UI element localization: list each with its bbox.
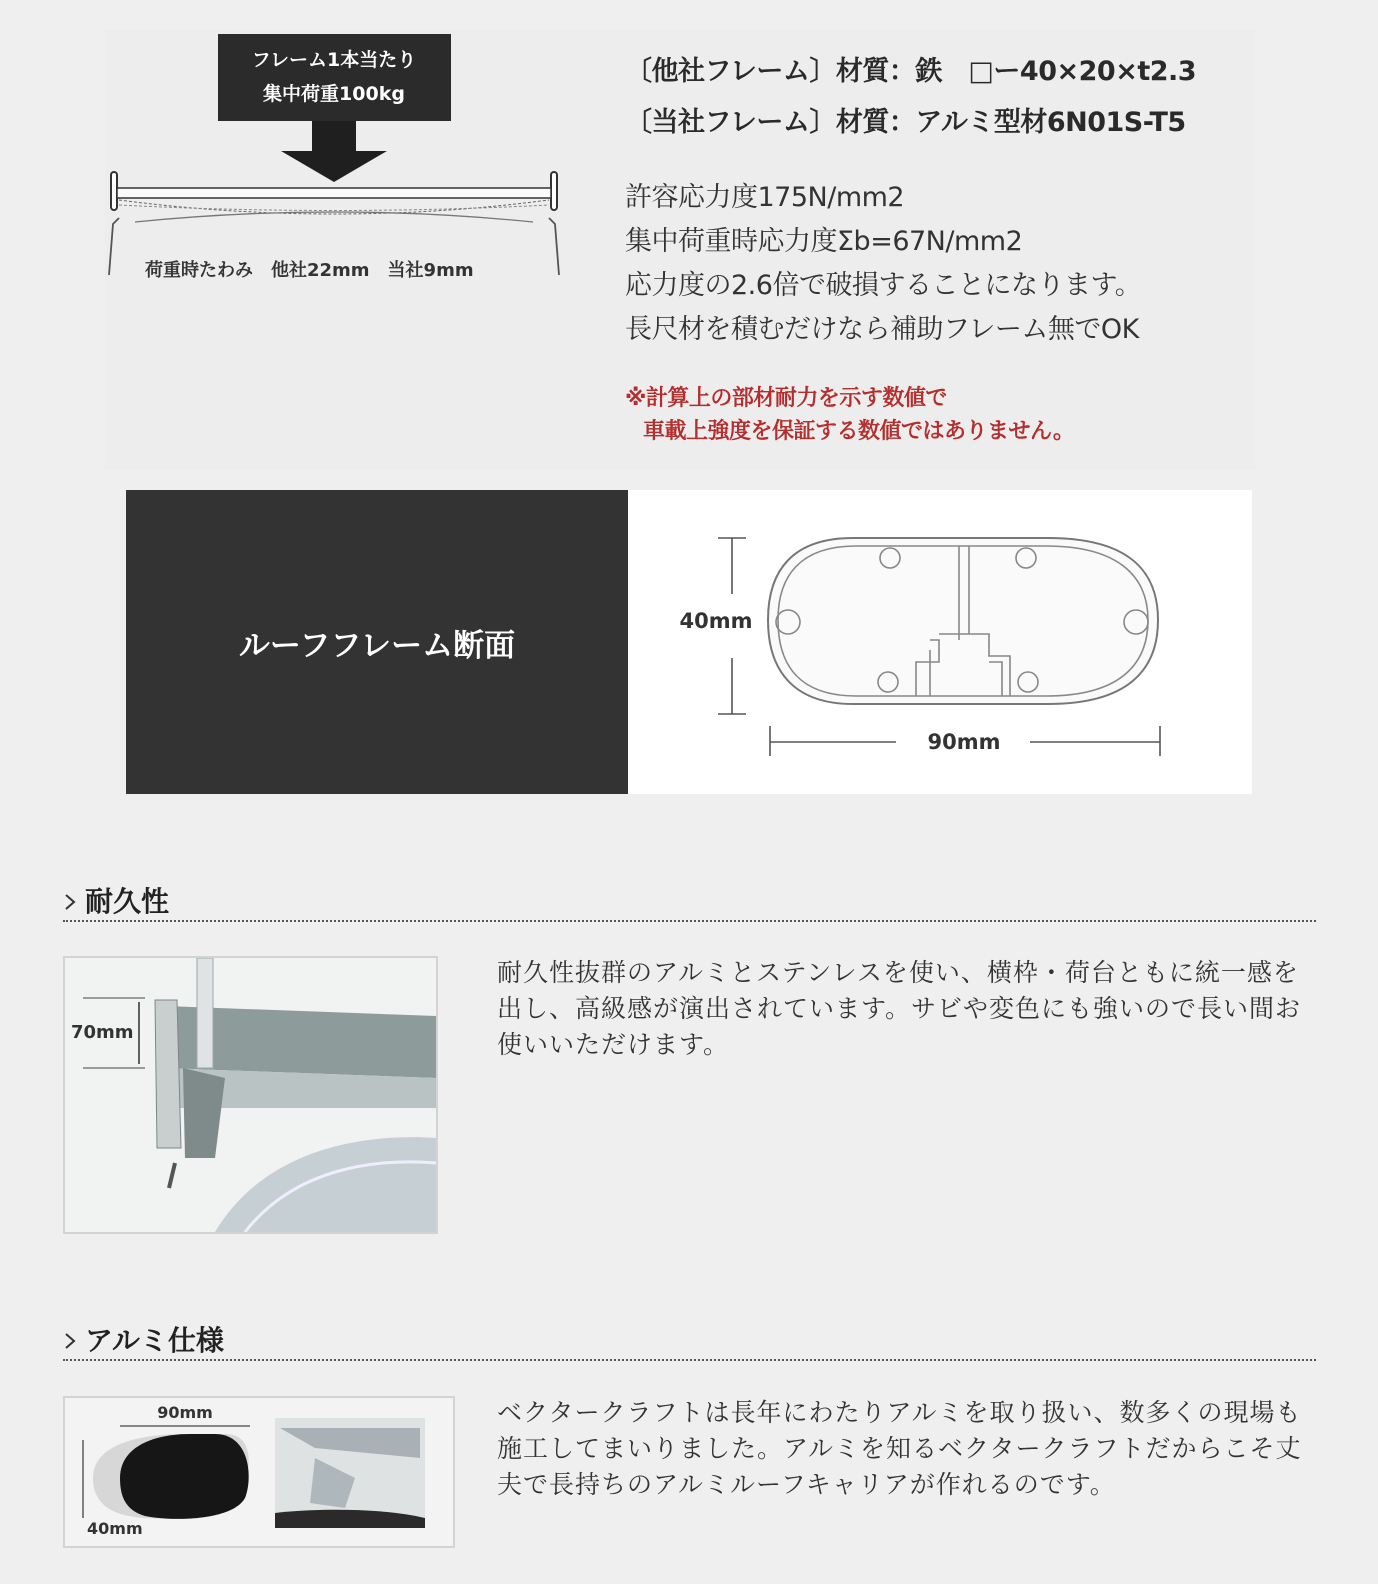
spec-body-line: 許容応力度175N/mm2 (625, 182, 905, 213)
photo-dimension-label: 70mm (71, 1022, 134, 1043)
aluminum-heading-text: アルミ仕様 (85, 1324, 224, 1357)
spec-body-line: 集中荷重時応力度Σb=67N/mm2 (625, 226, 1023, 257)
durability-heading-text: 耐久性 (85, 885, 170, 918)
spec-note (625, 382, 1245, 448)
spec-body-line: 応力度の2.6倍で破損することになります。 (625, 270, 1142, 301)
cross-section-label-box (126, 490, 628, 794)
spec-body (625, 176, 1245, 352)
chevron-right-icon (63, 892, 77, 912)
aluminum-profile-photo (65, 1398, 453, 1546)
cross-section-label: ルーフフレーム断面 (238, 627, 516, 664)
cross-section-panel (126, 490, 1252, 794)
durability-heading (63, 876, 1316, 922)
photo-height-label: 40mm (87, 1519, 143, 1538)
height-dimension-label: 40mm (679, 609, 753, 633)
spec-text (625, 58, 1245, 448)
durability-photo (63, 956, 438, 1234)
spec-body-line: 長尺材を積むだけなら補助フレーム無でOK (625, 314, 1139, 345)
load-box-line1: フレーム1本当たり (251, 49, 417, 71)
aluminum-photo (63, 1396, 455, 1548)
chevron-right-icon (63, 1331, 77, 1351)
durability-description: 耐久性抜群のアルミとステンレスを使い、横枠・荷台ともに統一感を出し、高級感が演出されています。サビや変色にも強いので長い間お使いいただけます。 (497, 958, 1302, 1059)
load-deflection-diagram (105, 30, 575, 310)
other-frame-spec: 〔他社フレーム〕材質：鉄 □ー40×20×t2.3 (625, 56, 1197, 87)
load-box (218, 34, 451, 121)
roof-frame-photo (65, 958, 436, 1232)
width-dimension-label: 90mm (927, 730, 1001, 754)
spec-note-line: 車載上強度を保証する数値ではありません。 (643, 419, 1075, 444)
photo-width-label: 90mm (157, 1403, 213, 1422)
spec-block (105, 30, 1255, 470)
frame-profile-drawing (628, 490, 1252, 794)
load-box-line2: 集中荷重100kg (263, 83, 405, 105)
aluminum-description: ベクタークラフトは長年にわたりアルミを取り扱い、数多くの現場も施工してまいりました。アルミを知るベクタークラフトだからこそ丈夫で長持ちのアルミルーフキャリアが作れるのです。 (497, 1398, 1302, 1499)
aluminum-heading (63, 1315, 1316, 1361)
load-arrow-icon (281, 121, 387, 182)
cross-section-diagram (628, 490, 1252, 794)
spec-note-line: ※計算上の部材耐力を示す数値で (625, 386, 947, 411)
deflection-label: 荷重時たわみ 他社22mm 当社9mm (145, 260, 474, 281)
our-frame-spec: 〔当社フレーム〕材質：アルミ型材6N01S-T5 (625, 107, 1186, 138)
